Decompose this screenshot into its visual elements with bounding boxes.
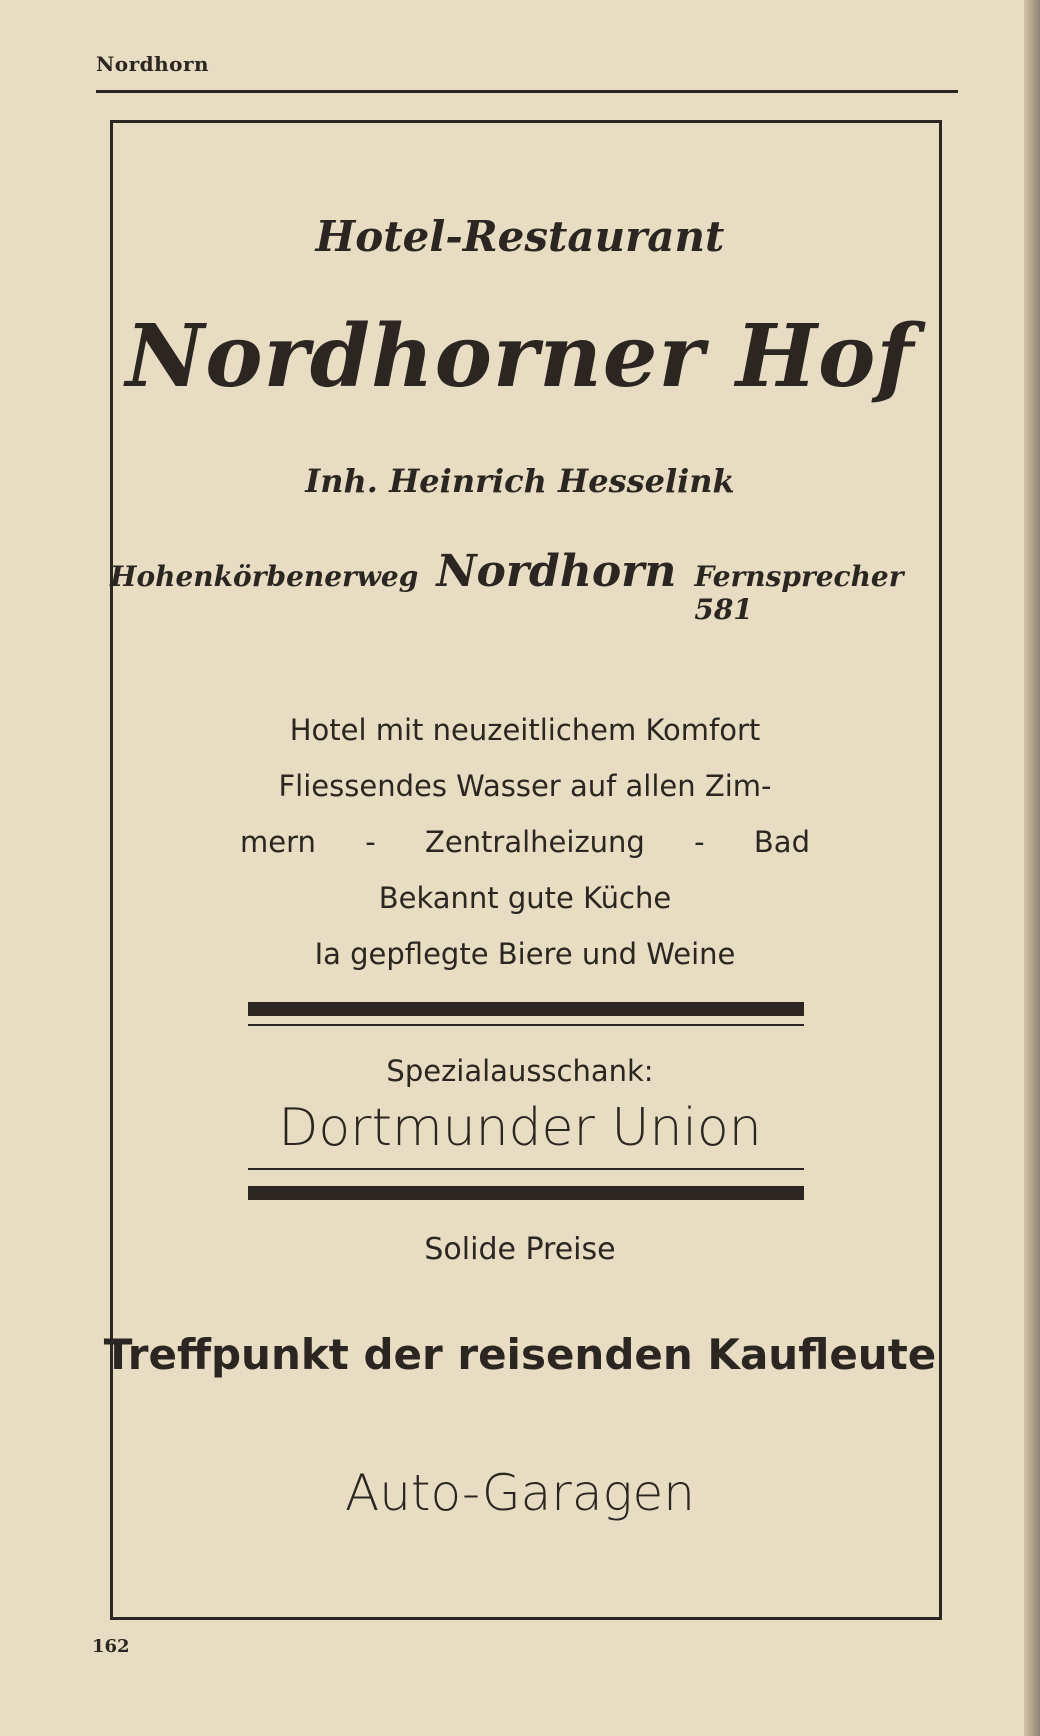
- feature-line-1: Hotel mit neuzeitlichem Komfort: [289, 713, 761, 747]
- ad-address-row: [110, 546, 942, 626]
- feature-dash-2: -: [694, 825, 705, 859]
- thick-rule-top: [248, 1002, 804, 1016]
- feature-line-5: Ia gepflegte Biere und Weine: [314, 937, 736, 971]
- feature-dash-1: -: [365, 825, 376, 859]
- running-head: Nordhorn: [96, 52, 210, 76]
- thin-rule-top: [248, 1024, 804, 1026]
- header-rule: [96, 90, 958, 93]
- page-number: 162: [92, 1636, 130, 1657]
- ad-special-brand: Dortmunder Union: [278, 1098, 762, 1158]
- ad-title: Nordhorner Hof: [125, 306, 915, 407]
- ad-garages: Auto-Garagen: [345, 1464, 695, 1522]
- ad-owner: Inh. Heinrich Hesselink: [305, 462, 735, 500]
- ad-meeting-point: Treffpunkt der reisenden Kaufleute: [103, 1330, 937, 1379]
- ad-special-label: Spezialausschank:: [386, 1054, 654, 1088]
- feature-line-3: [240, 814, 810, 870]
- feature-word-heating: Zentralheizung: [424, 825, 645, 859]
- thick-rule-bottom: [248, 1186, 804, 1200]
- ad-prices: Solide Preise: [424, 1232, 616, 1267]
- feature-line-2: Fliessendes Wasser auf allen Zim-: [278, 769, 772, 803]
- ad-features: [240, 702, 810, 982]
- feature-word-bath: Bad: [753, 825, 810, 859]
- ad-street: Hohenkörbenerweg: [110, 560, 419, 593]
- feature-word-mern: mern: [240, 825, 316, 859]
- feature-line-4: Bekannt gute Küche: [378, 881, 672, 915]
- ad-phone: Fernsprecher 581: [694, 560, 904, 626]
- thin-rule-bottom: [248, 1168, 804, 1170]
- ad-pre-title: Hotel-Restaurant: [315, 212, 725, 261]
- ad-city: Nordhorn: [436, 546, 677, 597]
